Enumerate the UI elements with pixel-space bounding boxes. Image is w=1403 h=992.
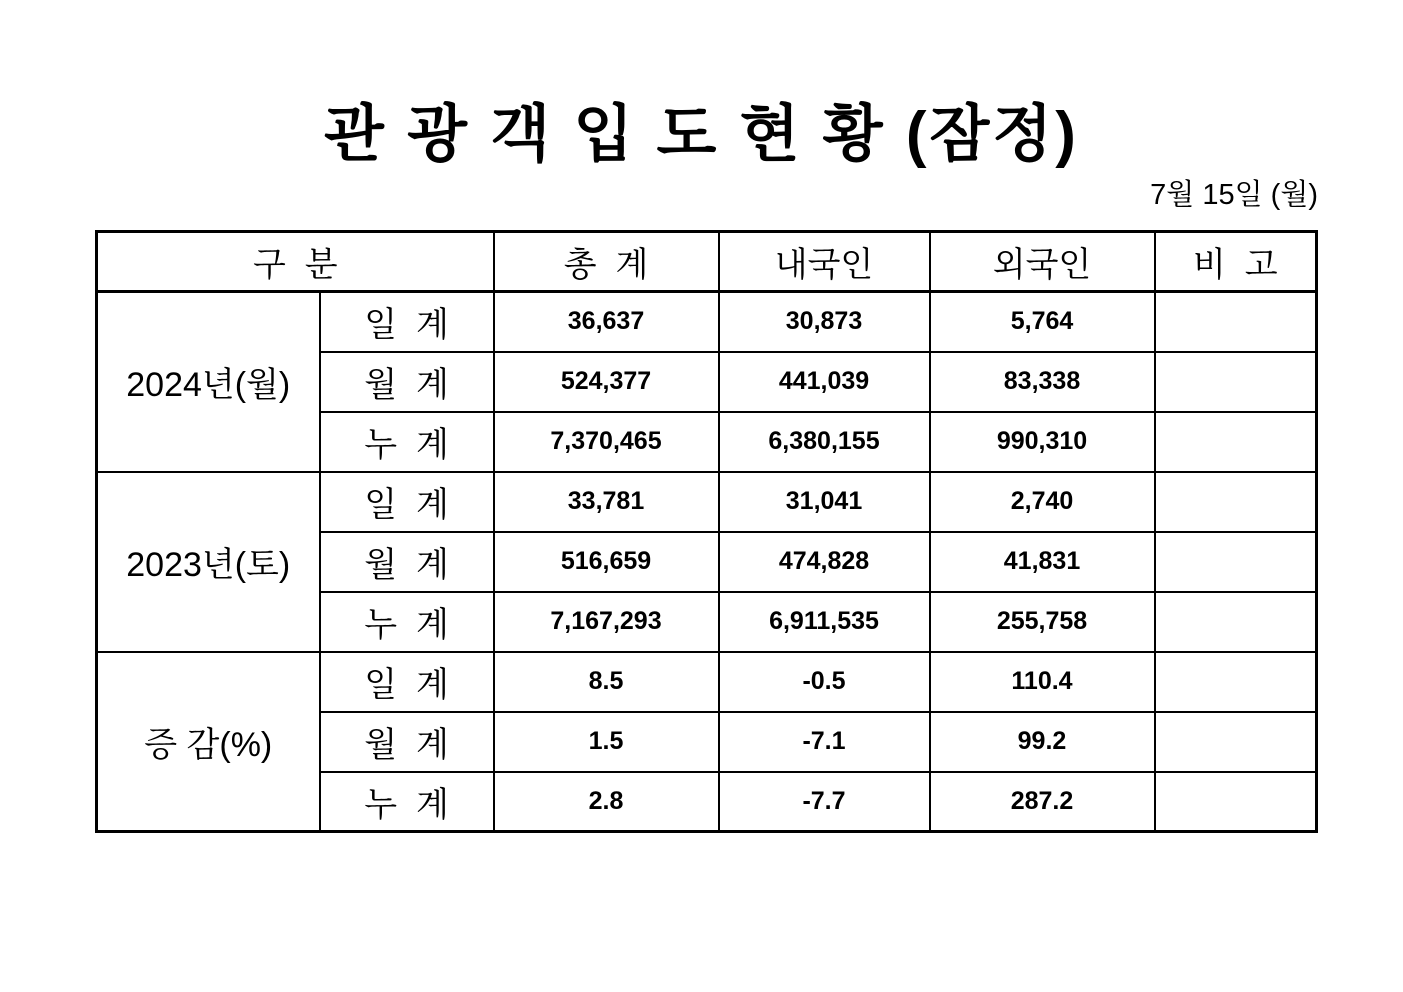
cell-domestic: -7.7 <box>719 772 930 832</box>
cell-note <box>1155 772 1317 832</box>
cell-total: 33,781 <box>494 472 719 532</box>
page-title: 관 광 객 입 도 현 황 (잠정) <box>324 100 1079 169</box>
cell-foreign: 255,758 <box>930 592 1155 652</box>
table-row <box>97 652 1317 712</box>
cell-total: 524,377 <box>494 352 719 412</box>
row-label: 월 계 <box>320 532 494 592</box>
header-row <box>97 232 1317 292</box>
col-header-note: 비 고 <box>1155 232 1317 292</box>
cell-total: 7,167,293 <box>494 592 719 652</box>
row-label: 일 계 <box>320 292 494 352</box>
cell-domestic: 441,039 <box>719 352 930 412</box>
cell-total: 8.5 <box>494 652 719 712</box>
col-header-total: 총 계 <box>494 232 719 292</box>
cell-note <box>1155 712 1317 772</box>
cell-foreign: 83,338 <box>930 352 1155 412</box>
row-group-2024: 2024년(월) <box>97 292 320 472</box>
col-header-foreign: 외국인 <box>930 232 1155 292</box>
row-label: 일 계 <box>320 652 494 712</box>
cell-total: 7,370,465 <box>494 412 719 472</box>
cell-domestic: 6,380,155 <box>719 412 930 472</box>
tourist-arrivals-table <box>95 230 1318 833</box>
cell-total: 1.5 <box>494 712 719 772</box>
cell-domestic: -0.5 <box>719 652 930 712</box>
cell-domestic: 474,828 <box>719 532 930 592</box>
cell-foreign: 41,831 <box>930 532 1155 592</box>
table-row <box>97 292 1317 352</box>
cell-domestic: 31,041 <box>719 472 930 532</box>
cell-note <box>1155 532 1317 592</box>
row-group-change: 증 감(%) <box>97 652 320 832</box>
cell-foreign: 990,310 <box>930 412 1155 472</box>
cell-domestic: 30,873 <box>719 292 930 352</box>
row-label: 누 계 <box>320 772 494 832</box>
cell-note <box>1155 352 1317 412</box>
report-date: 7월 15일 (월) <box>1150 179 1318 211</box>
row-label: 월 계 <box>320 712 494 772</box>
cell-total: 36,637 <box>494 292 719 352</box>
cell-total: 2.8 <box>494 772 719 832</box>
cell-foreign: 287.2 <box>930 772 1155 832</box>
cell-foreign: 110.4 <box>930 652 1155 712</box>
cell-note <box>1155 592 1317 652</box>
cell-note <box>1155 292 1317 352</box>
cell-note <box>1155 412 1317 472</box>
cell-foreign: 5,764 <box>930 292 1155 352</box>
cell-note <box>1155 652 1317 712</box>
col-header-domestic: 내국인 <box>719 232 930 292</box>
row-group-2023: 2023년(토) <box>97 472 320 652</box>
row-label: 누 계 <box>320 412 494 472</box>
cell-foreign: 99.2 <box>930 712 1155 772</box>
table-row <box>97 472 1317 532</box>
row-label: 일 계 <box>320 472 494 532</box>
cell-domestic: 6,911,535 <box>719 592 930 652</box>
row-label: 월 계 <box>320 352 494 412</box>
cell-total: 516,659 <box>494 532 719 592</box>
cell-foreign: 2,740 <box>930 472 1155 532</box>
row-label: 누 계 <box>320 592 494 652</box>
col-header-category: 구 분 <box>97 232 494 292</box>
cell-domestic: -7.1 <box>719 712 930 772</box>
cell-note <box>1155 472 1317 532</box>
